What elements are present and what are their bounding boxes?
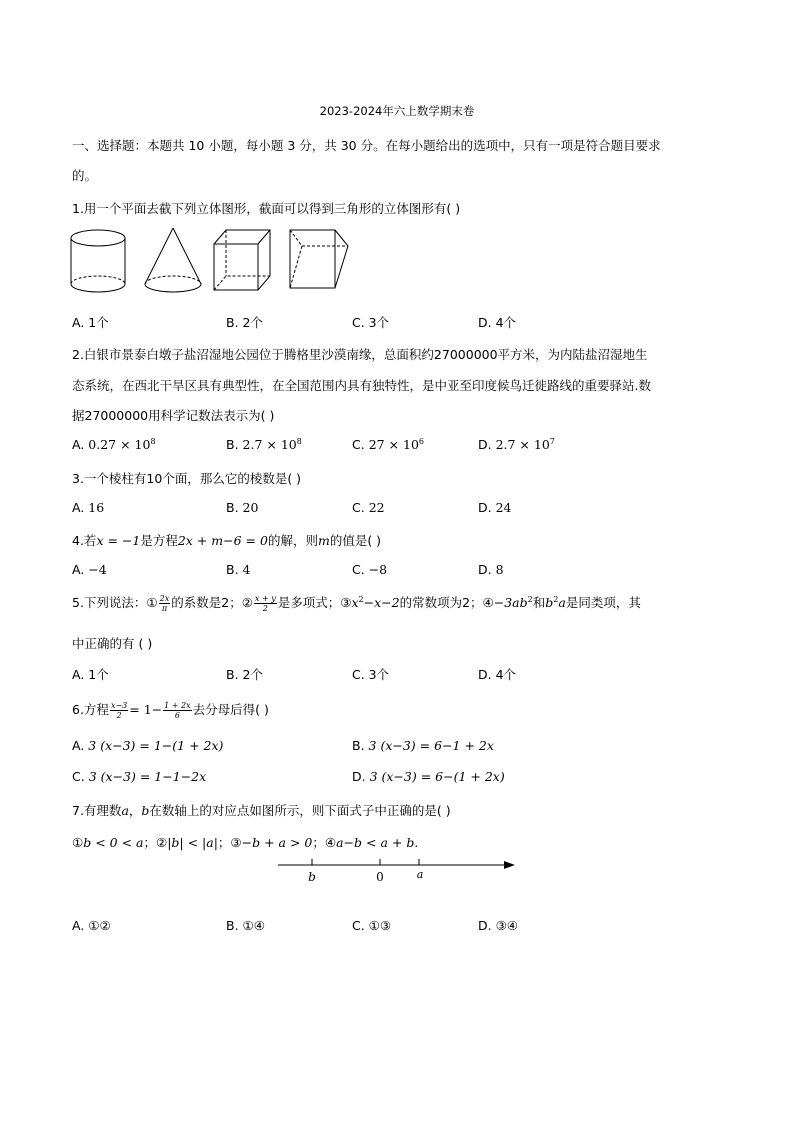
q6-stem: 6.方程 $\frac{x-3}{2}$ = 1− $\frac{1 + 2x}{6}$ 去分母后得( )	[72, 701, 269, 720]
q7-stem: 7.有理数a，b在数轴上的对应点如图所示，则下面式子中正确的是( )	[72, 803, 451, 818]
q4-stem: 4.若x = −1是方程2x + m−6 = 0的解，则m的值是( )	[72, 533, 382, 548]
q7-option-d: D. ③④	[478, 918, 518, 933]
page-title: 2023-2024年六上数学期末卷	[319, 104, 475, 118]
label-a: a	[416, 868, 424, 881]
q1-solid-figures	[70, 226, 355, 298]
q7-option-c: C. ①③	[352, 918, 392, 933]
q5-option-a: A. 1个	[72, 667, 109, 682]
triangular-prism-figure	[290, 230, 348, 288]
cone-figure	[145, 228, 201, 292]
q7-option-b: B. ①④	[226, 918, 265, 933]
q1-option-b: B. 2个	[226, 315, 263, 330]
cylinder-figure	[71, 230, 125, 292]
q7-statements: ①b < 0 < a；②|b| < |a|；③−b + a > 0；④a−b < a + b.	[72, 835, 419, 850]
q2-line1: 2.白银市景泰白墩子盐沼湿地公园位于腾格里沙漠南缘，总面积约27000000平方米，为内陆盐沼湿地生	[72, 347, 648, 362]
axis-arrow-icon	[504, 861, 515, 869]
section-header-line2: 的。	[72, 168, 98, 183]
q1-stem: 1.用一个平面去截下列立体图形，截面可以得到三角形的立体图形有( )	[72, 201, 461, 216]
q4-option-c: C. −8	[352, 562, 388, 577]
cube-figure	[214, 230, 270, 290]
q1-option-d: D. 4个	[478, 315, 517, 330]
q6-option-a: A. 3 (x−3) = 1−(1 + 2x)	[72, 738, 224, 753]
q2-line2: 态系统，在西北干旱区具有典型性，在全国范围内具有独特性，是中亚至印度候鸟迁徙路线的重要驿站.数	[72, 378, 651, 393]
q2-option-c: C. $27 \times 10^6$	[352, 437, 425, 453]
label-b: b	[308, 870, 316, 884]
q7-option-a: A. ①②	[72, 918, 111, 933]
q4-option-d: D. 8	[478, 562, 504, 577]
section-header-line1: 一、选择题：本题共 10 小题，每小题 3 分，共 30 分。在每小题给出的选项中，只有一项是符合题目要求	[72, 138, 661, 153]
q5-stem-line1: 5.下列说法：① $\frac{2x}{\pi}$ 的系数是2；② $\frac{x + y}{2}$ 是多项式；$③x^2-x-2$的常数项为2；$④-3ab^2$和$b^2a$是同类项，其	[72, 594, 641, 613]
q6-option-d: D. 3 (x−3) = 6−(1 + 2x)	[352, 769, 505, 784]
label-zero: 0	[376, 870, 384, 884]
q7-number-line	[275, 852, 520, 886]
q3-option-d: D. 24	[478, 500, 512, 515]
q5-stem-line2: 中正确的有 ( )	[72, 636, 153, 651]
q4-option-b: B. 4	[226, 562, 251, 577]
q2-line3: 据27000000用科学记数法表示为( )	[72, 408, 275, 423]
q6-fraction-2: $\frac{1 + 2x}{6}$	[164, 701, 191, 720]
q2-option-a: A. $0.27 \times 10^8$	[72, 437, 156, 453]
q3-option-b: B. 20	[226, 500, 259, 515]
q5-option-d: D. 4个	[478, 667, 517, 682]
q5-fraction-1: $\frac{2x}{\pi}$	[159, 594, 170, 613]
q2-option-b: B. $2.7 \times 10^8$	[226, 437, 302, 453]
q1-option-a: A. 1个	[72, 315, 109, 330]
q3-stem: 3.一个棱柱有10个面，那么它的棱数是( )	[72, 471, 302, 486]
q6-fraction-1: $\frac{x-3}{2}$	[110, 701, 128, 720]
q5-option-c: C. 3个	[352, 667, 390, 682]
q6-option-b: B. 3 (x−3) = 6−1 + 2x	[352, 738, 494, 753]
q4-option-a: A. −4	[72, 562, 107, 577]
q5-option-b: B. 2个	[226, 667, 263, 682]
q6-option-c: C. 3 (x−3) = 1−1−2x	[72, 769, 207, 784]
q3-option-c: C. 22	[352, 500, 385, 515]
q3-option-a: A. 16	[72, 500, 105, 515]
q1-option-c: C. 3个	[352, 315, 390, 330]
q5-fraction-2: $\frac{x + y}{2}$	[254, 594, 276, 613]
q2-option-d: D. $2.7 \times 10^7$	[478, 437, 555, 453]
